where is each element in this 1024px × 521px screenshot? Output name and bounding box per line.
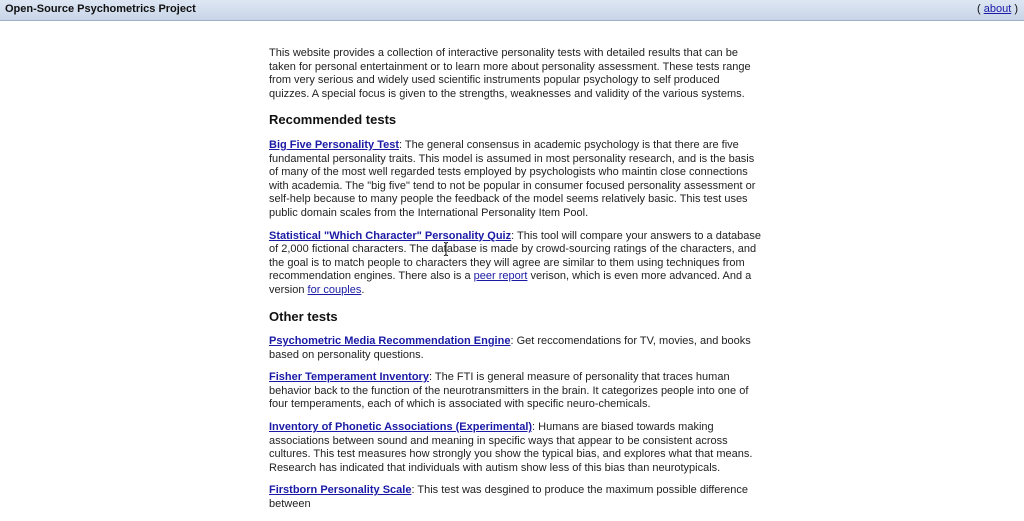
colon: : <box>532 421 536 434</box>
firstborn-description: This test was desgined to produce the maximum possible difference between <box>269 484 748 511</box>
which-character-description: This tool will compare your answers to a database of 2,000 fictional characters. The database is made by crowd-sourcing ratings of the characters, and the goal is to match people to characters they will agree are similar to them using techniques from recommendation engines. There also is a <box>269 229 761 283</box>
fisher-temperament-inventory-link[interactable]: Fisher Temperament Inventory <box>269 371 429 384</box>
site-title: Open-Source Psychometrics Project <box>5 3 196 15</box>
test-entry-phonetic-associations <box>269 421 761 475</box>
big-five-test-link[interactable]: Big Five Personality Test <box>269 138 400 151</box>
fisher-temperament-description: The FTI is general measure of personality that traces human behavior back to the function of the neurotransmitters in the brain. It categorizes people into one of four temperaments, each of which is associated with specific neuro-chemicals. <box>269 371 749 411</box>
test-entry-fisher-temperament <box>269 371 761 412</box>
test-entry-which-character <box>269 230 761 298</box>
which-character-description-3: . <box>361 283 365 296</box>
phonetic-associations-link[interactable]: Inventory of Phonetic Associations (Experimental) <box>269 421 533 434</box>
colon: : <box>511 229 515 242</box>
test-entry-big-five <box>269 139 761 221</box>
about-link[interactable]: about <box>983 3 1012 15</box>
firstborn-personality-scale-link[interactable]: Firstborn Personality Scale <box>269 484 412 497</box>
main-content <box>269 47 761 521</box>
test-entry-firstborn <box>269 484 761 511</box>
about-container <box>977 3 1018 15</box>
about-open-paren: ( <box>977 3 981 15</box>
recommended-tests-heading: Recommended tests <box>269 112 397 128</box>
colon: : <box>510 335 514 348</box>
about-close-paren: ) <box>1014 3 1018 15</box>
which-character-description-2: verison, which is even more advanced. And a version <box>269 270 752 296</box>
which-character-quiz-link[interactable]: Statistical "Which Character" Personality Quiz <box>269 229 512 242</box>
big-five-description: The general consensus in academic psychology is that there are five fundamental personality traits. This model is assumed in most personality research, and is the basis of many of the most well regarded tests employed by psychologists who maintin close connections with academia. The "big five" tend to not be popular in consumer focused personality assessment or self-help because to many people the feedback of the model seems relatively basic. This test uses public domain scales from the International Personality Item Pool. <box>269 138 756 219</box>
colon: : <box>411 484 415 497</box>
other-tests-heading: Other tests <box>269 308 338 324</box>
site-header-bar <box>0 0 1024 21</box>
test-entry-media-recommendation <box>269 335 761 362</box>
media-recommendation-engine-link[interactable]: Psychometric Media Recommendation Engine <box>269 335 511 348</box>
text-cursor-icon <box>443 242 449 256</box>
peer-report-link[interactable]: peer report <box>473 270 528 283</box>
colon: : <box>428 371 433 384</box>
intro-paragraph: This website provides a collection of interactive personality tests with detailed results that can be taken for personal entertainment or to learn more about personality assessment. These tests range from very serious and widely used scientific instruments popular psychology to self produced quizzes. A special focus is given to the strengths, weaknesses and validity of the various systems. <box>269 47 751 100</box>
for-couples-link[interactable]: for couples <box>307 283 362 296</box>
phonetic-associations-description: Humans are biased towards making associations between sound and meaning in specific ways that appear to be consistent across cultures. This test measures how strongly you show the typical bias, and explores what that means. Research has indicated that individuals with autism show less of this bias than neurotypicals. <box>269 421 753 474</box>
colon: : <box>399 138 403 151</box>
media-recommendation-description: Get reccomendations for TV, movies, and books based on personality questions. <box>269 335 751 361</box>
